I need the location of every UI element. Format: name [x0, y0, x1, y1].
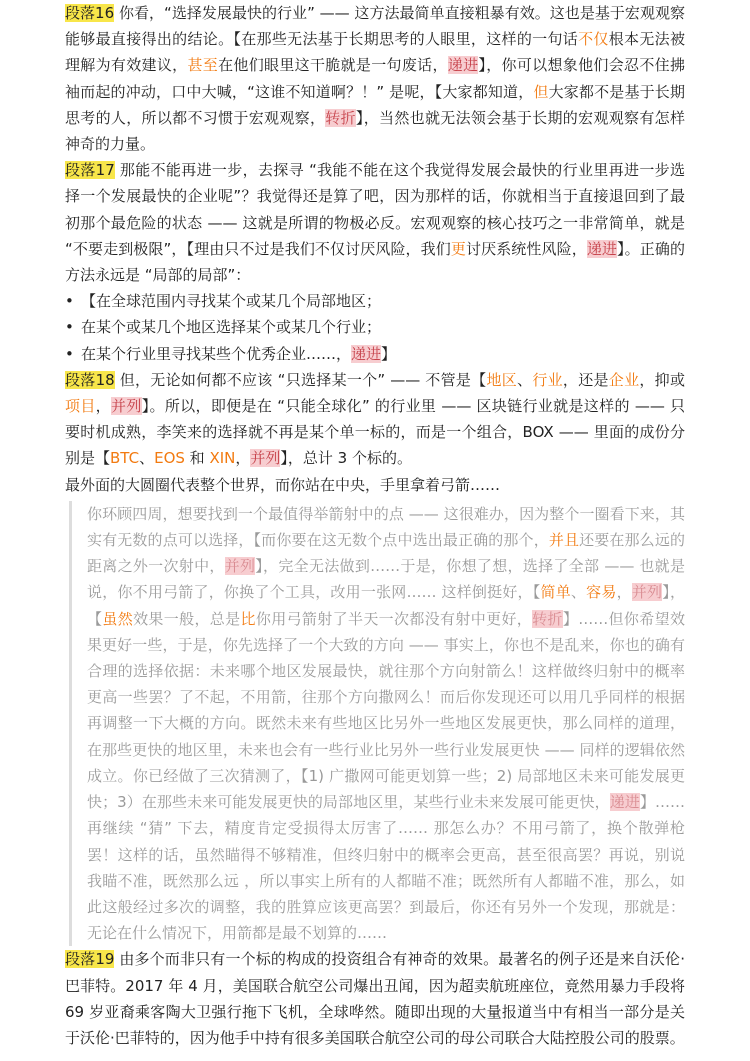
relation-tag: 并列 [224, 557, 256, 576]
list-item: • 在某个或某几个地区选择某个或某几个行业； [65, 314, 685, 340]
list-item: • 【在全球范围内寻找某个或某几个局部地区； [65, 288, 685, 314]
keyword-highlight: 企业 [608, 370, 640, 389]
keyword-highlight: XIN [209, 449, 236, 468]
paragraph-18-intro: 最外面的大圆圈代表整个世界，而你站在中央，手里拿着弓箭…… [65, 475, 501, 494]
keyword-highlight: 地区 [486, 370, 518, 389]
paragraph-18: 段落18 但，无论如何都不应该 “只选择某一个” —— 不管是【地区、行业，还是企业，抑或项目，并列】。所以，即便是在 “只能全球化” 的行业里 —— 区块链行业就是这样的 —— 只要时机成熟，李笑来的选择就不再是某个单一标的，而是一个组合，BOX —— 里面的成份分别是【BTC、EOS 和 XIN，并列】，总计 3 个标的。 [65, 370, 685, 468]
keyword-highlight: 但 [533, 82, 549, 101]
keyword-highlight: 并且 [548, 531, 580, 550]
keyword-highlight: EOS [154, 449, 185, 468]
keyword-highlight: 行业 [532, 370, 563, 389]
paragraph-17: 段落17 那能不能再进一步，去探寻 “我能不能在这个我觉得发展会最快的行业里再进一步选择一个发展最快的企业呢”？我觉得还是算了吧，因为那样的话，你就相当于直接退回到了最初那个最危险的状态 —— 这就是所谓的物极必反。宏观观察的核心技巧之一非常简单，就是 “不要走到极限”，【理由只不过是我们不仅讨厌风险，我们更讨厌系统性风险，递进】。正确的方法永远是 “局部的局部”： [65, 161, 686, 285]
keyword-highlight: 不仅 [578, 30, 609, 49]
relation-tag: 递进 [351, 344, 382, 363]
quote-text: 你环顾四周，想要找到一个最值得举箭射中的点 —— 这很难办，因为整个一圈看下来，其实有无数的点可以选择，【而你要在这无数个点中选出最正确的那个，并且还要在那么远的距离之外一次射中，并列】，完全无法做到……于是，你想了想，选择了全部 —— 也就是说，你不用弓箭了，你换了个工具，改用一张网…… 这样倒挺好，【简单、容易，并列】，【虽然效果一般，总是比你用弓箭射了半天一次都没有射中更好，转折】……但你希望效果更好一些，于是，你先选择了一个大致的方向 —— 事实上，你也不是乱来，你也的确有合理的选择依据：未来哪个地区发展最快，就往那个方向射箭么！这样做终归射中的概率更高一些罢？了不起，不用箭，往那个方向撒网么！而后你发现还可以用几乎同样的根据再调整一下大概的方向。既然未来有些地区比另外一些地区发展更快，那么同样的道理，在那些更快的地区里，未来也会有一些行业比另外一些行业发展更快 —— 同样的逻辑依然成立。你已经做了三次猜测了，【1) 广撒网可能更划算一些；2) 局部地区未来可能发展更快；3）在那些未来可能发展更快的局部地区里，某些行业未来发展可能更快，递进】…… 再继续 “猜” 下去，精度肯定受损得太厉害了…… 那怎么办？不用弓箭了，换个散弹枪罢！这样的话，虽然瞄得不够精准，但终归射中的概率会更高，甚至很高罢？再说，别说我瞄不准，既然那么远 ，所以事实上所有的人都瞄不准；既然所有人都瞄不准，那么，如此这般经过多次的调整，我的胜算应该更高罢？到最后，你还有另外一个发现，那就是：无论在什么情况下，用箭都是最不划算的…… [87, 504, 685, 943]
relation-tag: 递进 [609, 793, 640, 812]
relation-tag: 并列 [250, 449, 281, 468]
keyword-highlight: 甚至 [187, 56, 219, 75]
keyword-highlight: 更 [450, 239, 466, 258]
paragraph-19: 段落19 由多个而非只有一个标的构成的投资组合有神奇的效果。最著名的例子还是来自沃伦·巴菲特。2017 年 4 月，美国联合航空公司爆出丑闻，因为超卖航班座位，竟然用暴力手段将 69 岁亚裔乘客陶大卫强行拖下飞机，全球哗然。随即出现的大量报道当中有相当一部分是关于沃伦·巴菲特的，因为他手中持有很多美国联合航空公司的母公司联合大陆控股公司的股票。 [65, 950, 685, 1047]
relation-tag: 递进 [447, 56, 479, 75]
keyword-highlight: 容易 [586, 583, 617, 602]
relation-tag: 转折 [532, 609, 563, 628]
paragraph-tag: 段落19 [65, 950, 115, 969]
keyword-highlight: 项目 [65, 397, 96, 416]
keyword-highlight: 虽然 [102, 609, 134, 628]
paragraph-16: 段落16 你看，“选择发展最快的行业” —— 这方法最简单直接粗暴有效。这也是基于宏观观察能够最直接得出的结论。【在那些无法基于长期思考的人眼里，这样的一句话不仅根本无法被理解为有效建议，甚至在他们眼里这干脆就是一句废话，递进】，你可以想象他们会忍不住拂袖而起的冲动，口中大喊，“这谁不知道啊？！” 是呢，【大家都知道，但大家都不是基于长期思考的人，所以都不习惯于宏观观察，转折】，当然也就无法领会基于长期的宏观观察有怎样神奇的力量。 [65, 4, 685, 154]
paragraph-tag: 段落17 [65, 161, 115, 180]
keyword-highlight: 简单 [540, 583, 571, 602]
keyword-highlight: 比 [240, 609, 256, 628]
relation-tag: 并列 [111, 397, 142, 416]
bullet-list [65, 288, 685, 367]
paragraph-tag: 段落18 [65, 370, 115, 389]
paragraph-tag: 段落16 [65, 4, 115, 22]
blockquote [69, 501, 685, 946]
relation-tag: 递进 [586, 239, 618, 258]
relation-tag: 转折 [325, 108, 356, 127]
relation-tag: 并列 [631, 583, 663, 602]
list-item: • 在某个行业里寻找某些个优秀企业……，递进】 [65, 341, 685, 367]
keyword-highlight: BTC [110, 449, 140, 468]
